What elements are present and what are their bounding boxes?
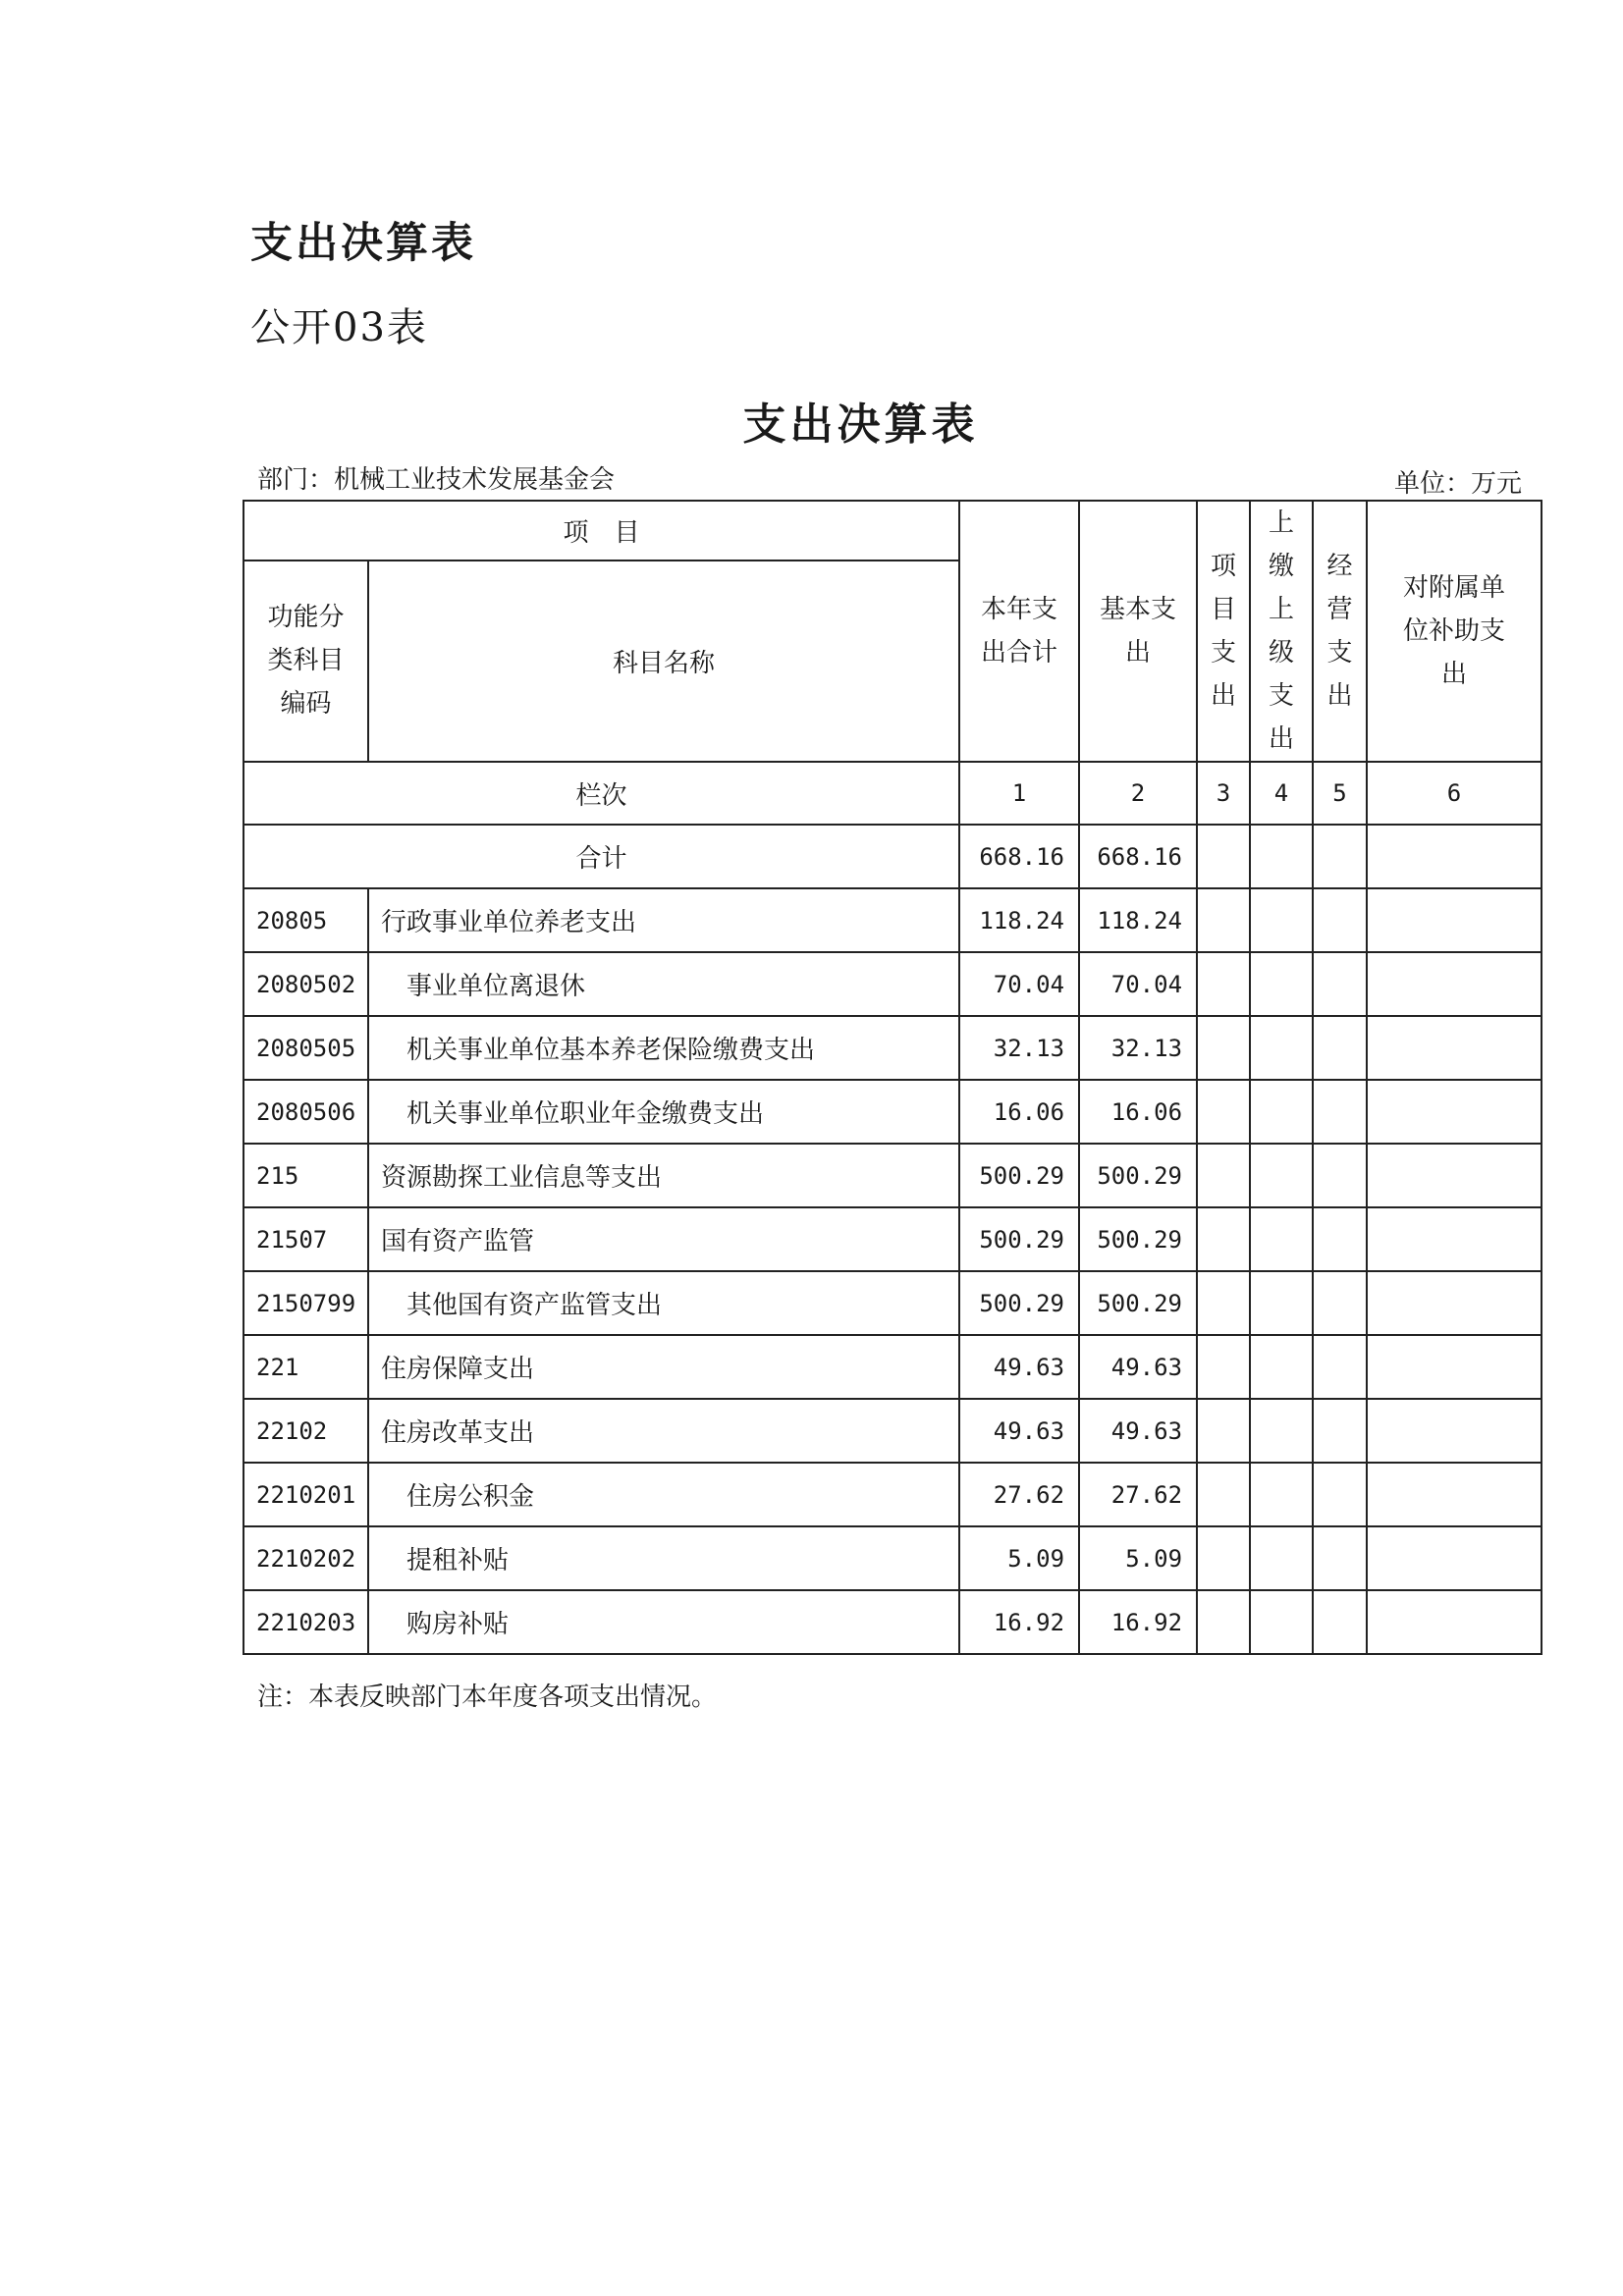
- row-code: 21507: [243, 1207, 368, 1271]
- table-row: [243, 888, 1542, 952]
- row-project-cell: [1197, 888, 1250, 952]
- row-basic: 32.13: [1079, 1016, 1197, 1080]
- row-total: 118.24: [959, 888, 1079, 952]
- header-upper: [1250, 501, 1313, 762]
- row-name: 住房公积金: [368, 1463, 959, 1526]
- row-total: 16.92: [959, 1590, 1079, 1654]
- row-basic: 500.29: [1079, 1144, 1197, 1207]
- row-upper-cell: [1250, 1526, 1313, 1590]
- row-subsidy-cell: [1367, 1080, 1542, 1144]
- row-business-cell: [1313, 1463, 1367, 1526]
- row-business-cell: [1313, 1526, 1367, 1590]
- row-basic: 500.29: [1079, 1207, 1197, 1271]
- row-business-cell: [1313, 1271, 1367, 1335]
- row-basic: 16.06: [1079, 1080, 1197, 1144]
- row-upper-cell: [1250, 1080, 1313, 1144]
- row-name: 机关事业单位基本养老保险缴费支出: [368, 1016, 959, 1080]
- table-row: [243, 1399, 1542, 1463]
- row-business-cell: [1313, 1016, 1367, 1080]
- row-business-cell: [1313, 1590, 1367, 1654]
- table-note: 注：本表反映部门本年度各项支出情况。: [257, 1682, 718, 1712]
- header-subsidy: [1367, 501, 1542, 762]
- header-code-label: 功能分类科目编码: [267, 603, 345, 720]
- row-subsidy-cell: [1367, 1271, 1542, 1335]
- row-name: 住房保障支出: [368, 1335, 959, 1399]
- table-row: [243, 1590, 1542, 1654]
- header-subsidy-label: 对附属单位补助支出: [1403, 573, 1506, 689]
- row-upper-cell: [1250, 1399, 1313, 1463]
- header-basic-label: 基本支出: [1100, 595, 1177, 667]
- header-column-no: 栏次: [243, 762, 959, 825]
- row-business-cell: [1313, 1144, 1367, 1207]
- document-heading: 支出决算表: [250, 219, 476, 268]
- row-project-cell: [1197, 1463, 1250, 1526]
- sum-label: 合计: [243, 825, 959, 888]
- row-code: 20805: [243, 888, 368, 952]
- header-total: [959, 501, 1079, 762]
- row-total: 70.04: [959, 952, 1079, 1016]
- row-code: 215: [243, 1144, 368, 1207]
- header-upper-label: 上缴上级支出: [1269, 508, 1295, 754]
- row-name: 国有资产监管: [368, 1207, 959, 1271]
- row-business-cell: [1313, 1399, 1367, 1463]
- header-project-label: 项目支出: [1211, 552, 1237, 711]
- column-no-4: 4: [1250, 762, 1313, 825]
- row-project-cell: [1197, 1335, 1250, 1399]
- row-subsidy-cell: [1367, 1590, 1542, 1654]
- header-business-label: 经营支出: [1326, 552, 1353, 711]
- row-name: 住房改革支出: [368, 1399, 959, 1463]
- row-code: 2080502: [243, 952, 368, 1016]
- sum-total: 668.16: [959, 825, 1079, 888]
- row-subsidy-cell: [1367, 952, 1542, 1016]
- row-basic: 118.24: [1079, 888, 1197, 952]
- row-subsidy-cell: [1367, 1526, 1542, 1590]
- header-basic: [1079, 501, 1197, 762]
- row-subsidy-cell: [1367, 1335, 1542, 1399]
- column-no-1: 1: [959, 762, 1079, 825]
- row-project-cell: [1197, 1271, 1250, 1335]
- row-basic: 70.04: [1079, 952, 1197, 1016]
- row-business-cell: [1313, 888, 1367, 952]
- header-item: 项 目: [243, 501, 959, 561]
- table-row: [243, 1526, 1542, 1590]
- row-project-cell: [1197, 1016, 1250, 1080]
- row-name: 资源勘探工业信息等支出: [368, 1144, 959, 1207]
- column-no-2: 2: [1079, 762, 1197, 825]
- row-subsidy-cell: [1367, 888, 1542, 952]
- row-code: 2210203: [243, 1590, 368, 1654]
- row-code: 221: [243, 1335, 368, 1399]
- row-business-cell: [1313, 1207, 1367, 1271]
- row-business-cell: [1313, 952, 1367, 1016]
- row-total: 16.06: [959, 1080, 1079, 1144]
- row-basic: 27.62: [1079, 1463, 1197, 1526]
- row-code: 22102: [243, 1399, 368, 1463]
- row-total: 49.63: [959, 1399, 1079, 1463]
- column-no-3: 3: [1197, 762, 1250, 825]
- column-no-5: 5: [1313, 762, 1367, 825]
- row-total: 500.29: [959, 1207, 1079, 1271]
- row-upper-cell: [1250, 1271, 1313, 1335]
- row-code: 2210202: [243, 1526, 368, 1590]
- row-business-cell: [1313, 1335, 1367, 1399]
- unit-line: 单位：万元: [1394, 469, 1523, 499]
- row-code: 2080505: [243, 1016, 368, 1080]
- row-project-cell: [1197, 1207, 1250, 1271]
- header-project: [1197, 501, 1250, 762]
- department-line: 部门：机械工业技术发展基金会: [257, 465, 616, 495]
- row-total: 500.29: [959, 1271, 1079, 1335]
- row-upper-cell: [1250, 1207, 1313, 1271]
- row-code: 2210201: [243, 1463, 368, 1526]
- row-upper-cell: [1250, 888, 1313, 952]
- row-name: 提租补贴: [368, 1526, 959, 1590]
- row-code: 2080506: [243, 1080, 368, 1144]
- table-row: [243, 1335, 1542, 1399]
- row-upper-cell: [1250, 952, 1313, 1016]
- row-total: 27.62: [959, 1463, 1079, 1526]
- row-subsidy-cell: [1367, 1144, 1542, 1207]
- row-code: 2150799: [243, 1271, 368, 1335]
- row-total: 49.63: [959, 1335, 1079, 1399]
- table-row: [243, 1271, 1542, 1335]
- table-row: [243, 1080, 1542, 1144]
- row-project-cell: [1197, 1144, 1250, 1207]
- row-total: 32.13: [959, 1016, 1079, 1080]
- row-basic: 49.63: [1079, 1399, 1197, 1463]
- row-subsidy-cell: [1367, 1463, 1542, 1526]
- header-name: 科目名称: [368, 561, 959, 762]
- row-subsidy-cell: [1367, 1207, 1542, 1271]
- sum-subsidy-cell: [1367, 825, 1542, 888]
- row-basic: 49.63: [1079, 1335, 1197, 1399]
- row-upper-cell: [1250, 1590, 1313, 1654]
- sum-basic: 668.16: [1079, 825, 1197, 888]
- expenditure-table: [243, 500, 1542, 1655]
- row-project-cell: [1197, 1526, 1250, 1590]
- table-row: [243, 1207, 1542, 1271]
- table-row: [243, 1144, 1542, 1207]
- header-code: [243, 561, 368, 762]
- row-project-cell: [1197, 1080, 1250, 1144]
- document-subheading: 公开03表: [250, 305, 428, 350]
- row-name: 购房补贴: [368, 1590, 959, 1654]
- table-header: [243, 501, 1542, 888]
- row-upper-cell: [1250, 1144, 1313, 1207]
- header-business: [1313, 501, 1367, 762]
- row-name: 行政事业单位养老支出: [368, 888, 959, 952]
- row-basic: 16.92: [1079, 1590, 1197, 1654]
- row-name: 其他国有资产监管支出: [368, 1271, 959, 1335]
- table-row: [243, 1463, 1542, 1526]
- row-project-cell: [1197, 1399, 1250, 1463]
- row-basic: 5.09: [1079, 1526, 1197, 1590]
- row-project-cell: [1197, 1590, 1250, 1654]
- column-no-6: 6: [1367, 762, 1542, 825]
- row-subsidy-cell: [1367, 1399, 1542, 1463]
- row-name: 事业单位离退休: [368, 952, 959, 1016]
- table-title: 支出决算表: [742, 400, 979, 450]
- row-project-cell: [1197, 952, 1250, 1016]
- header-total-label: 本年支出合计: [981, 595, 1058, 667]
- row-upper-cell: [1250, 1016, 1313, 1080]
- row-total: 5.09: [959, 1526, 1079, 1590]
- sum-upper-cell: [1250, 825, 1313, 888]
- row-basic: 500.29: [1079, 1271, 1197, 1335]
- row-business-cell: [1313, 1080, 1367, 1144]
- row-upper-cell: [1250, 1463, 1313, 1526]
- sum-project-cell: [1197, 825, 1250, 888]
- sum-business-cell: [1313, 825, 1367, 888]
- row-total: 500.29: [959, 1144, 1079, 1207]
- table-body: [243, 888, 1542, 1654]
- row-upper-cell: [1250, 1335, 1313, 1399]
- table-row: [243, 1016, 1542, 1080]
- row-name: 机关事业单位职业年金缴费支出: [368, 1080, 959, 1144]
- row-subsidy-cell: [1367, 1016, 1542, 1080]
- table-row: [243, 952, 1542, 1016]
